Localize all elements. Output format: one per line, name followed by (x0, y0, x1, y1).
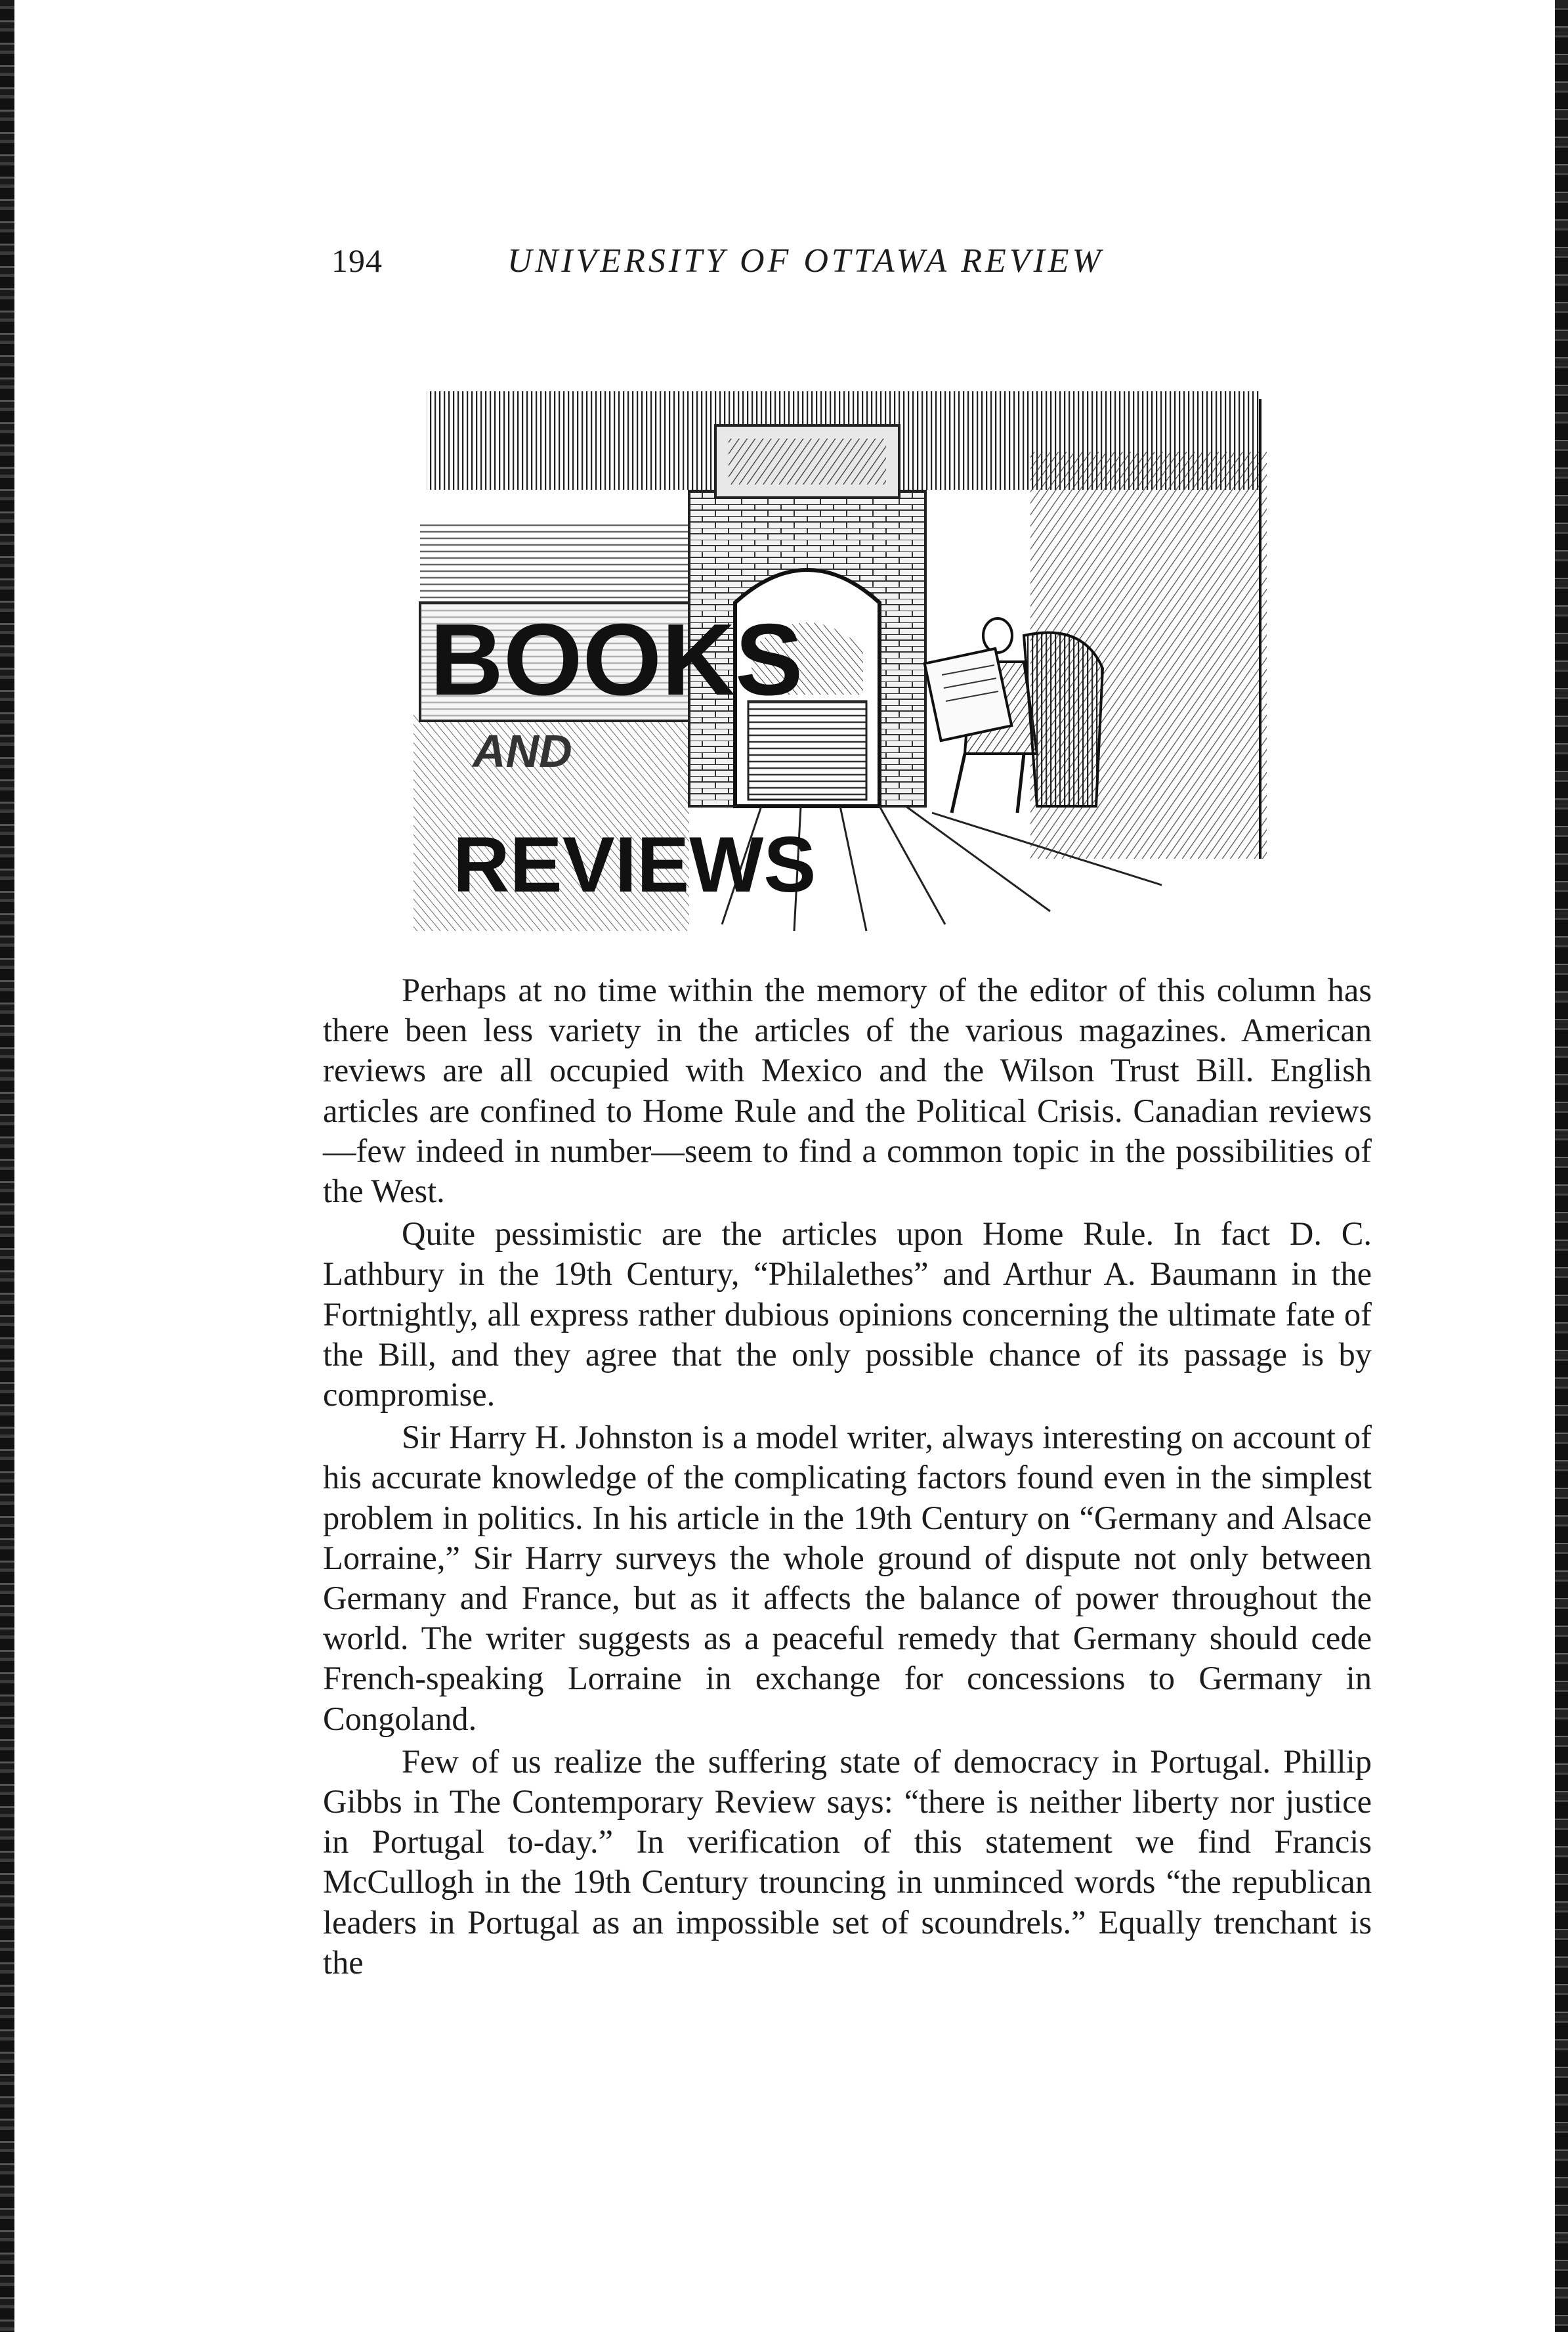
article-body (323, 970, 1372, 1985)
reading-figure (925, 618, 1103, 813)
paragraph: Sir Harry H. Johnston is a model writer, always interesting on account of his accurate knowledge of the complicating factors found even in the simplest problem in politics. In his article in the 19th Century on “Germany and Alsace Lorraine,” Sir Harry surveys the whole ground of dispute not only between Germany and France, but as it affects the balance of power throughout the world. The writer suggests as a peaceful remedy that Germany should cede French-speaking Lorraine in exchange for concessions to Germany in Congoland. (323, 1419, 1372, 1737)
paragraph: Perhaps at no time within the memory of the editor of this column has there been less variety in the articles of the various magazines. American reviews are all occupied with Mexico and the Wilson Trust Bill. English articles are confined to Home Rule and the Political Crisis. Canadian reviews—few indeed in number—seem to find a common topic in the possibilities of the West. (323, 972, 1372, 1210)
books-and-reviews-illustration (407, 386, 1286, 949)
scan-edge-right (1555, 0, 1568, 2332)
running-head (331, 242, 1181, 288)
paragraph: Quite pessimistic are the articles upon Home Rule. In fact D. C. Lathbury in the 19th Century, “Philalethes” and Arthur A. Baumann in the Fortnightly, all express rather dubious opinions concerning the ultimate fate of the Bill, and they agree that the only possible chance of its passage is by compromise. (323, 1215, 1372, 1414)
sign-letter-b: BOOKS (430, 603, 803, 716)
scan-edge-left (0, 0, 14, 2332)
page-number: 194 (331, 242, 383, 279)
paragraph: Few of us realize the suffering state of democracy in Portugal. Phillip Gibbs in The Contemporary Review says: “there is neither liberty nor justice in Portugal to-day.” In verification of this statement we find Francis McCullogh in the 19th Century trouncing in unminced words “the republican leaders in Portugal as an impossible set of scoundrels.” Equally trenchant is the (323, 1742, 1372, 1981)
journal-title: UNIVERSITY OF OTTAWA REVIEW (507, 242, 1104, 280)
sign-word-and: AND (473, 725, 572, 777)
sign-word-reviews: REVIEWS (453, 821, 816, 909)
